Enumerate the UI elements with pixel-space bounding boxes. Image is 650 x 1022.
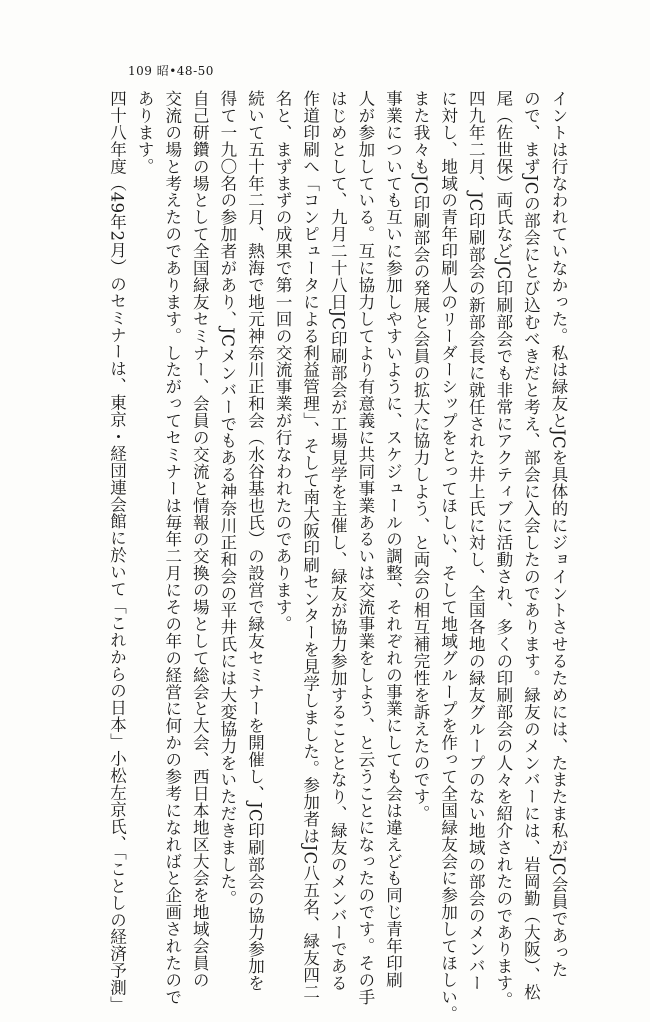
text-line: また我々もJC印刷部会の発展と会員の拡大に協力しよう、と両会の相互補完性を訴えたのです。 — [411, 90, 431, 823]
text-line: 人が参加している。互に協力してより有意義に共同事業あるいは交流事業をしよう、と云うことになったのです。その手 — [355, 90, 375, 1006]
vertical-text-body — [103, 90, 572, 1022]
text-line: 作道印刷へ「コンピュータによる利益管理」、そして南大阪印刷センターを見学しました。参加者はJC八五名、緑友四二 — [300, 90, 320, 1001]
text-line: あります。 — [135, 90, 155, 175]
text-line: はじめとして、九月二十八日JC印刷部会が工場見学を主催し、緑友が協力参加することとなり、緑友のメンバーである — [328, 90, 348, 992]
text-line: 事業についても互いに参加しやすいように、スケジュールの調整、それぞれの事業にしても会は違えども同じ青年印刷 — [383, 90, 403, 989]
text-line: 得て一九〇名の参加者があり、JCメンバーでもある神奈川正和会の平井氏には大変協力をいただきました。 — [217, 90, 237, 907]
text-line: に対し、地域の青年印刷人のリーダーシップをとってほしい、そして地域グループを作って全国緑友会に参加してほしい。 — [438, 90, 458, 1022]
text-line: 四十八年度（49年2月）のセミナーは、東京・経団連会館に於いて「これからの日本」小松左京氏、「ことしの経済予測」 — [107, 90, 127, 1013]
text-line: 続いて五十年二月、熱海で地元神奈川正和会（水谷基也氏）の設営で緑友セミナーを開催し、JC印刷部会の協力参加を — [245, 90, 265, 992]
text-line: 名と、まずまずの成果で第一回の交流事業が行なわれたのであります。 — [273, 90, 293, 633]
text-line: 四九年二月、JC印刷部会の新部会長に就任された井上氏に対し、全国各地の緑友グループのない地域の部会のメンバー — [466, 90, 486, 992]
text-line: 自己研鑽の場として全国緑友セミナー、会員の交流と情報の交換の場として総会と大会、西日本地区大会を地域会員の — [190, 90, 210, 989]
page-folio: 109 昭•48-50 — [128, 64, 214, 78]
text-line: ので、まずJCの部会にとび込むべきだと考え、部会に入会したのであります。緑友のメンバーには、岩岡勤（大阪）、松 — [521, 90, 541, 1001]
text-line: 尾（佐世保）両氏などJC印刷部会でも非常にアクティブに活動され、多くの印刷部会の人々を紹介されたのであります。 — [493, 90, 513, 1009]
text-line: 交流の場と考えたのであります。したがってセミナーは毎年二月にその年の経営に何かの参考になればと企画されたので — [162, 90, 182, 1006]
text-line: イントは行なわれていなかった。私は緑友とJCを具体的にジョイントさせるためには、たまたま私がJC会員であった — [549, 90, 568, 978]
